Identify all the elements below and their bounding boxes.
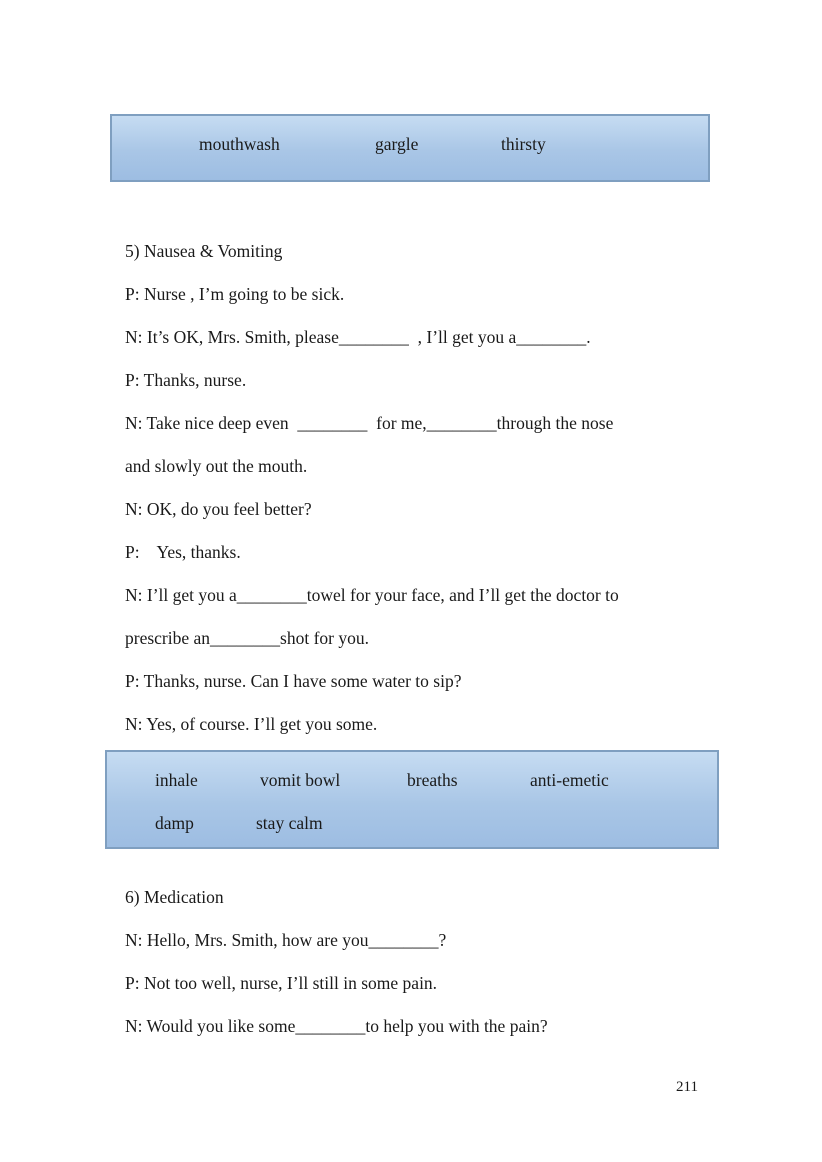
word-bank-word: vomit bowl — [260, 770, 341, 790]
dialogue-line: P: Nurse , I’m going to be sick. — [125, 284, 345, 304]
word-bank-word: anti-emetic — [530, 770, 609, 790]
word-bank-box-2 — [105, 750, 719, 849]
dialogue-line: N: Would you like some________to help you with the pain? — [125, 1016, 548, 1036]
section-heading-nausea-vomiting: 5) Nausea & Vomiting — [125, 241, 283, 261]
dialogue-line: N: Take nice deep even ________ for me,________through the nose — [125, 413, 614, 433]
word-bank-word: inhale — [155, 770, 198, 790]
word-bank-box-1 — [110, 114, 710, 182]
dialogue-line: P: Thanks, nurse. Can I have some water to sip? — [125, 671, 462, 691]
dialogue-line: and slowly out the mouth. — [125, 456, 308, 476]
dialogue-line: P: Yes, thanks. — [125, 542, 241, 562]
word-bank-word: damp — [155, 813, 194, 833]
dialogue-line: P: Not too well, nurse, I’ll still in some pain. — [125, 973, 438, 993]
dialogue-line: prescribe an________shot for you. — [125, 628, 369, 648]
dialogue-line: N: Hello, Mrs. Smith, how are you________? — [125, 930, 447, 950]
dialogue-line: N: OK, do you feel better? — [125, 499, 312, 519]
word-bank-word: stay calm — [256, 813, 323, 833]
dialogue-line: N: Yes, of course. I’ll get you some. — [125, 714, 378, 734]
dialogue-line: N: It’s OK, Mrs. Smith, please________ , I’ll get you a________. — [125, 327, 591, 347]
word-bank-word: thirsty — [501, 134, 546, 154]
word-bank-word: mouthwash — [199, 134, 280, 154]
word-bank-word: breaths — [407, 770, 458, 790]
word-bank-word: gargle — [375, 134, 419, 154]
page-number: 211 — [676, 1079, 698, 1095]
section-heading-medication: 6) Medication — [125, 887, 224, 907]
dialogue-line: P: Thanks, nurse. — [125, 370, 247, 390]
dialogue-line: N: I’ll get you a________towel for your face, and I’ll get the doctor to — [125, 585, 619, 605]
